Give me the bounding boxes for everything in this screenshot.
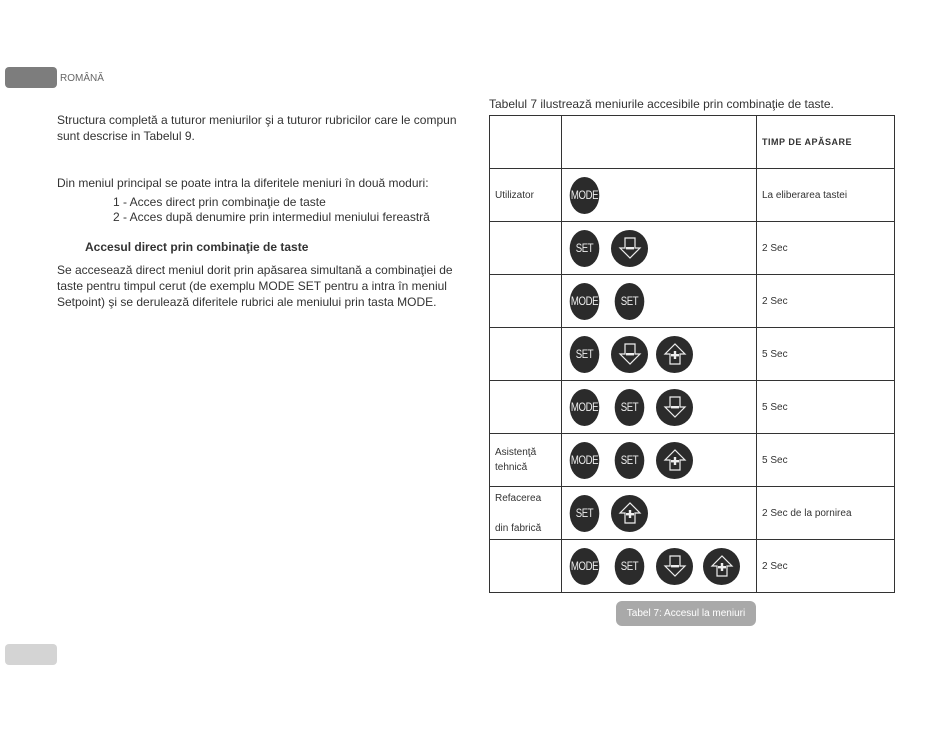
down-minus-key-icon: [656, 389, 693, 426]
menu-name-cell: Asistenţă tehnică: [490, 434, 562, 487]
table-row: [490, 275, 895, 328]
list-item: 2 - Acces după denumire prin intermediul meniului fereastră: [113, 210, 430, 224]
up-plus-key-icon: [656, 442, 693, 479]
paragraph-modes: Din meniul principal se poate intra la diferitele meniuri în două moduri:: [57, 176, 429, 190]
table-caption: Tabel 7: Accesul la meniuri: [616, 601, 756, 626]
page-tab: [5, 644, 57, 665]
menu-access-table: [489, 115, 895, 593]
mode-key-icon: MODE: [570, 177, 600, 214]
table-intro: Tabelul 7 ilustrează meniurile accesibile prin combinaţie de taste.: [489, 97, 834, 111]
key-combination-cell: [562, 487, 757, 540]
table-row: [490, 222, 895, 275]
press-time-cell: 5 Sec: [757, 434, 895, 487]
press-time-cell: 2 Sec de la pornirea: [757, 487, 895, 540]
key-combination-cell: [562, 540, 757, 593]
key-combination-cell: [562, 275, 757, 328]
key-combination-cell: [562, 222, 757, 275]
language-label: ROMÂNĂ: [60, 73, 104, 84]
section-heading: Accesul direct prin combinaţie de taste: [85, 240, 309, 254]
mode-key-icon: MODE: [570, 389, 600, 426]
header-cell: [562, 116, 757, 169]
table-row: [490, 540, 895, 593]
menu-name-cell: [490, 222, 562, 275]
down-minus-key-icon: [656, 548, 693, 585]
press-time-cell: 5 Sec: [757, 328, 895, 381]
press-time-cell: 2 Sec: [757, 222, 895, 275]
table-row: [490, 169, 895, 222]
paragraph-structure: Structura completă a tuturor meniurilor şi a tuturor rubricilor care le compun sunt descrise in Tabelul 9.: [57, 113, 457, 143]
menu-name-cell: [490, 540, 562, 593]
press-time-cell: 2 Sec: [757, 540, 895, 593]
key-combination-cell: [562, 381, 757, 434]
list-item: 1 - Acces direct prin combinaţie de taste: [113, 195, 326, 209]
set-key-icon: SET: [615, 283, 645, 320]
key-combination-cell: [562, 328, 757, 381]
header-cell: [490, 116, 562, 169]
table-row: [490, 381, 895, 434]
up-plus-key-icon: [656, 336, 693, 373]
menu-name-cell: Refacerea din fabrică: [490, 487, 562, 540]
up-plus-key-icon: [611, 495, 648, 532]
mode-key-icon: MODE: [570, 283, 600, 320]
section-tab: [5, 67, 57, 88]
table-header-row: [490, 116, 895, 169]
press-time-cell: 5 Sec: [757, 381, 895, 434]
menu-name-cell: [490, 381, 562, 434]
set-key-icon: SET: [570, 495, 600, 532]
table-row: [490, 434, 895, 487]
press-time-cell: La eliberarea tastei: [757, 169, 895, 222]
key-combination-cell: [562, 169, 757, 222]
menu-name-cell: [490, 328, 562, 381]
menu-name-cell: Utilizator: [490, 169, 562, 222]
mode-key-icon: MODE: [570, 548, 600, 585]
paragraph-direct-access: Se accesează direct meniul dorit prin apăsarea simultană a combinaţiei de taste pentru timpul cerut (de exemplu MODE SET pentru a intra în meniul Setpoint) şi se derulează diferitele rubrici ale meniului prin tasta MODE.: [57, 263, 453, 309]
up-plus-key-icon: [703, 548, 740, 585]
header-cell-time: TIMP DE APĂSARE: [757, 116, 895, 169]
key-combination-cell: [562, 434, 757, 487]
set-key-icon: SET: [615, 548, 645, 585]
set-key-icon: SET: [615, 389, 645, 426]
mode-key-icon: MODE: [570, 442, 600, 479]
table-row: [490, 487, 895, 540]
set-key-icon: SET: [570, 336, 600, 373]
set-key-icon: SET: [615, 442, 645, 479]
set-key-icon: SET: [570, 230, 600, 267]
press-time-cell: 2 Sec: [757, 275, 895, 328]
table-row: [490, 328, 895, 381]
down-minus-key-icon: [611, 336, 648, 373]
down-minus-key-icon: [611, 230, 648, 267]
menu-name-cell: [490, 275, 562, 328]
